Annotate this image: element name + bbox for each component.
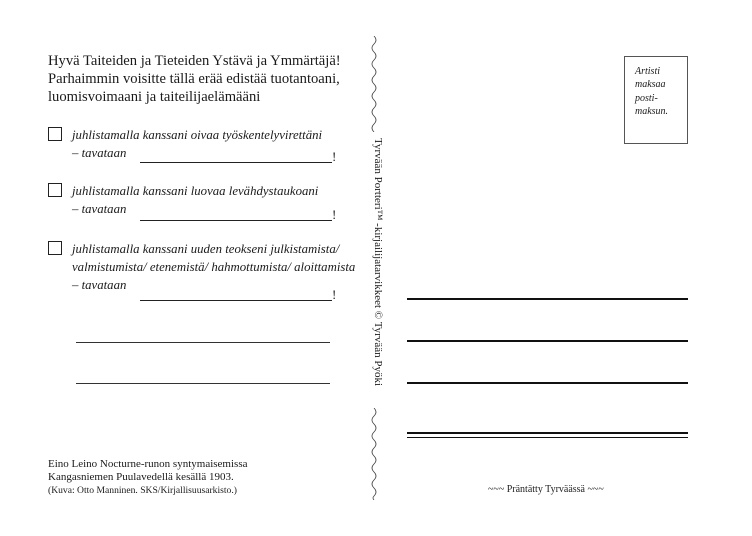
divider-wave-bottom <box>368 408 380 500</box>
writing-line-2[interactable] <box>76 383 330 384</box>
option-2-exclamation: ! <box>332 207 337 222</box>
greeting-line-1: Hyvä Taiteiden ja Tieteiden Ystävä ja Ymmärtäjä! <box>48 53 341 69</box>
option-2-checkbox[interactable] <box>48 183 62 197</box>
option-3-line-3: – tavataan <box>72 278 127 292</box>
address-line-1[interactable] <box>407 298 688 300</box>
option-1-line-1: juhlistamalla kanssani oivaa työskentelyvirettäni <box>72 128 323 142</box>
address-line-4[interactable] <box>407 432 688 434</box>
option-2-line-1: juhlistamalla kanssani luovaa levähdystaukoani <box>72 184 319 198</box>
caption-line-1: Eino Leino Nocturne-runon syntymaisemissa <box>48 458 248 470</box>
writing-line-1[interactable] <box>76 342 330 343</box>
option-3-line-2: valmistumista/ etenemistä/ hahmottumista/ aloittamista <box>72 260 356 274</box>
stamp-line-3: posti- <box>635 92 658 104</box>
option-2-fill-line[interactable] <box>140 220 332 221</box>
option-1-exclamation: ! <box>332 149 337 164</box>
address-line-4-double <box>407 437 688 438</box>
stamp-box <box>624 56 688 144</box>
divider-wave-top <box>368 36 380 132</box>
address-line-3[interactable] <box>407 382 688 384</box>
option-1-line-2: – tavataan <box>72 146 127 160</box>
stamp-line-1: Artisti <box>635 66 661 77</box>
stamp-line-4: maksun. <box>635 106 669 118</box>
option-3-fill-line[interactable] <box>140 300 332 301</box>
option-1-checkbox[interactable] <box>48 127 62 141</box>
option-3-line-1: juhlistamalla kanssani uuden teokseni julkistamista/ <box>72 242 340 256</box>
greeting-text <box>48 52 368 106</box>
printed-in-footer: ~~~ Präntätty Tyrväässä ~~~ <box>488 484 604 495</box>
option-2-line-2: – tavataan <box>72 202 127 216</box>
option-1-fill-line[interactable] <box>140 162 332 163</box>
vertical-copyright-text: Tyrvään Portteri™ -kirjailijatarvikkeet © Tyrvään Pyöki <box>372 138 384 387</box>
option-3-exclamation: ! <box>332 287 337 302</box>
option-3-checkbox[interactable] <box>48 241 62 255</box>
photo-caption <box>48 458 248 497</box>
greeting-line-2: Parhaimmin voisitte tällä erää edistää tuotantoani, <box>48 71 340 87</box>
greeting-line-3: luomisvoimaani ja taiteilijaelämääni <box>48 89 261 105</box>
address-line-2[interactable] <box>407 340 688 342</box>
stamp-line-2: maksaa <box>635 79 666 91</box>
caption-line-2: Kangasniemen Puulavedellä kesällä 1903. <box>48 471 234 483</box>
caption-credit: (Kuva: Otto Manninen. SKS/Kirjallisuusarkisto.) <box>48 485 237 496</box>
